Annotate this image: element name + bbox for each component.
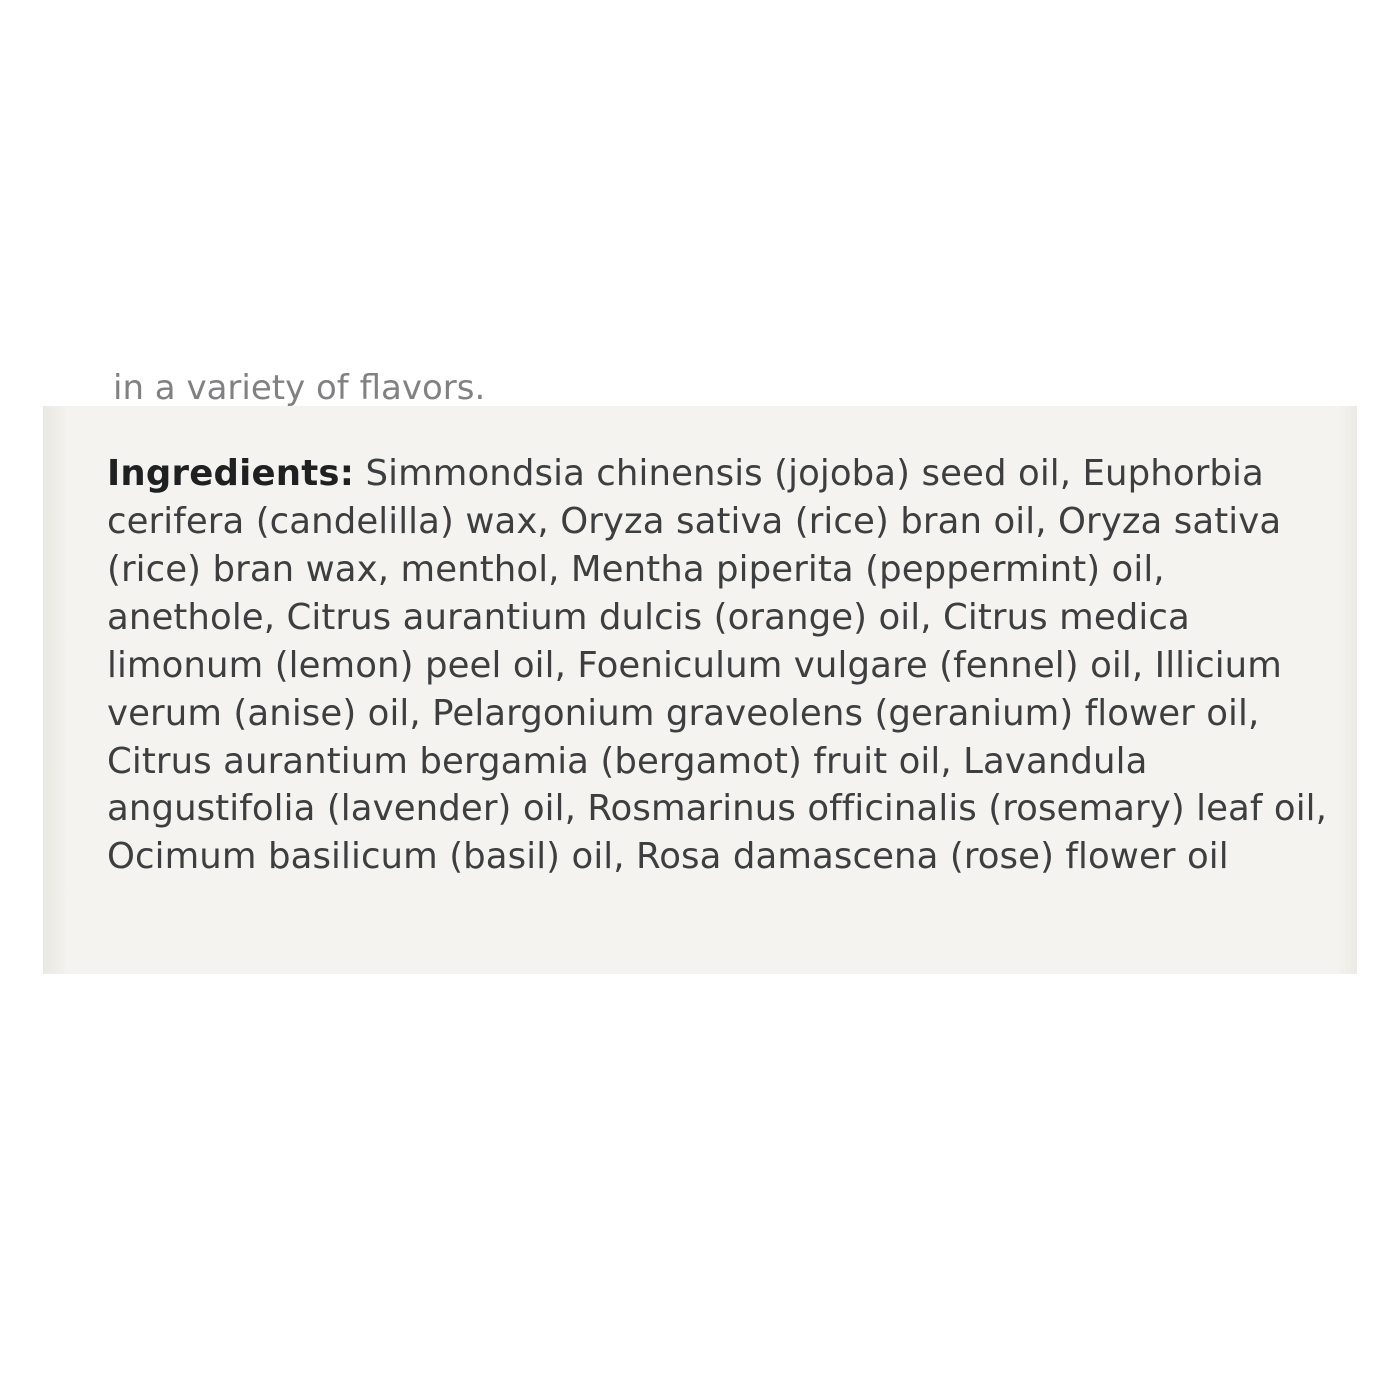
ingredients-list-text: Simmondsia chinensis (jojoba) seed oil, Euphorbia cerifera (candelilla) wax, Oryza sativa (rice) bran oil, Oryza sativa (rice) bran wax, menthol, Mentha piperita (peppermint) oil, anethole, Citrus aurantium dulcis (orange) oil, Citrus medica limonum (lemon) peel oil, Foeniculum vulgare (fennel) oil, Illicium verum (anise) oil, Pelargonium graveolens (geranium) flower oil, Citrus aurantium bergamia (bergamot) fruit oil, Lavandula angustifolia (lavender) oil, Rosmarinus officinalis (rosemary) leaf oil, Ocimum basilicum (basil) oil, Rosa damascena (rose) flower oil [107, 453, 1328, 878]
product-label-panel [43, 368, 1357, 974]
ingredients-heading: Ingredients: [107, 453, 355, 494]
clipped-description-line [113, 368, 1263, 412]
clipped-description-text: in a variety of flavors. [113, 368, 486, 408]
ingredients-section [107, 450, 1329, 881]
